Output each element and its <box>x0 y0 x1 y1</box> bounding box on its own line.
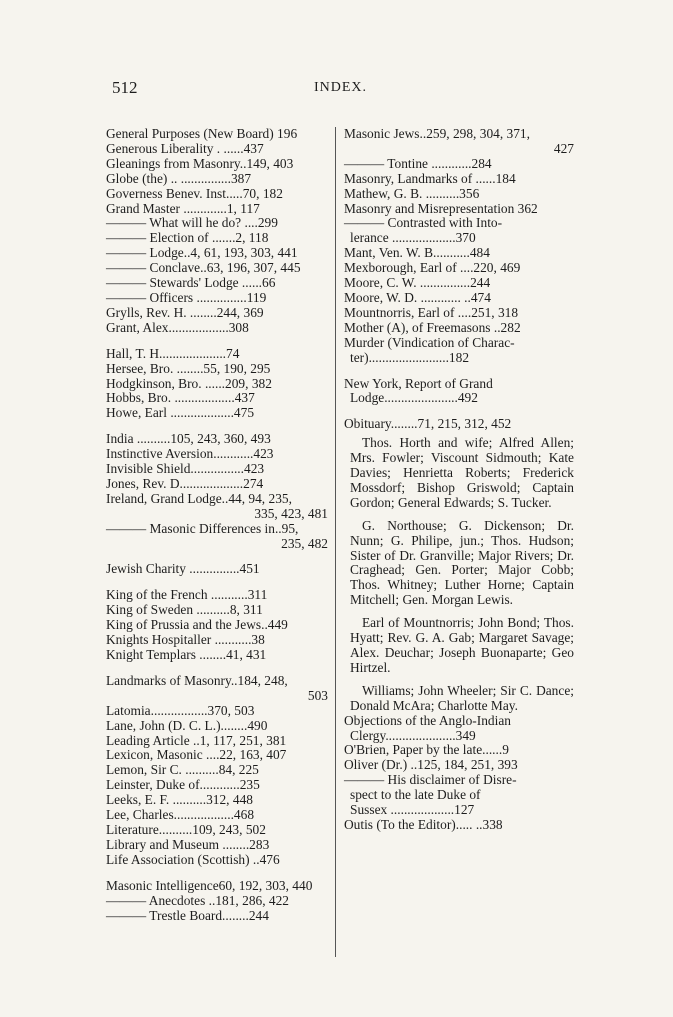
index-entry: Gleanings from Masonry..149, 403 <box>106 155 294 171</box>
index-entry: Grylls, Rev. H. ........244, 369 <box>106 304 264 320</box>
index-entry: Leading Article ..1, 117, 251, 381 <box>106 732 287 748</box>
index-subentry: ——— Anecdotes ..181, 286, 422 <box>106 892 289 908</box>
index-entry: Globe (the) .. ...............387 <box>106 170 252 186</box>
index-entry: India ..........105, 243, 360, 493 <box>106 431 271 447</box>
index-entry-continuation: 335, 423, 481 <box>254 505 328 521</box>
index-subentry: ——— Tontine ............284 <box>344 155 492 171</box>
index-entry: Masonic Intelligence60, 192, 303, 440 <box>106 877 313 893</box>
index-entry: Lexicon, Masonic ....22, 163, 407 <box>106 747 287 763</box>
index-entry: Governess Benev. Inst.....70, 182 <box>106 185 283 201</box>
index-column-right <box>344 127 574 833</box>
index-subentry: ——— Contrasted with Into- <box>344 215 503 231</box>
index-entry: Hobbs, Bro. ..................437 <box>106 390 255 406</box>
index-entry-continuation: lerance ...................370 <box>350 230 476 246</box>
index-entry: Knights Hospitaller ...........38 <box>106 632 265 648</box>
obituary-names: Thos. Horth and wife; Alfred Allen; Mrs. Fowler; Viscount Sidmouth; Kate Davies; Henrietta Roberts; Frederick Mossdorf; Bishop Griswold; Captain Gordon; General Edwards; S. Tucker. <box>350 435 574 510</box>
index-entry: Grant, Alex..................308 <box>106 319 249 335</box>
index-entry: King of the French ...........311 <box>106 587 268 603</box>
index-entry: Grand Master .............1, 117 <box>106 200 260 216</box>
index-entry: Ireland, Grand Lodge..44, 94, 235, <box>106 490 292 506</box>
index-entry-continuation: 503 <box>307 687 328 703</box>
index-subentry: ——— His disclaimer of Disre- <box>344 772 517 788</box>
index-entry: Jewish Charity ...............451 <box>106 561 260 577</box>
index-entry: Hodgkinson, Bro. ......209, 382 <box>106 375 272 391</box>
index-entry-continuation: spect to the late Duke of <box>350 787 481 803</box>
index-entry: Jones, Rev. D...................274 <box>106 475 264 491</box>
index-entry: Mant, Ven. W. B...........484 <box>344 245 490 261</box>
index-subentry: ——— Election of .......2, 118 <box>106 230 269 246</box>
index-subentry: ——— Masonic Differences in..95, <box>106 520 299 536</box>
page-number: 512 <box>112 78 138 97</box>
index-entry: Instinctive Aversion............423 <box>106 446 274 462</box>
index-subentry: ——— Stewards' Lodge ......66 <box>106 275 276 291</box>
index-entry-continuation: 235, 482 <box>281 535 328 551</box>
index-subentry: ——— What will he do? ....299 <box>106 215 278 231</box>
index-entry: Mountnorris, Earl of ....251, 318 <box>344 304 519 320</box>
index-entry: King of Prussia and the Jews..449 <box>106 617 288 633</box>
index-entry: Generous Liberality . ......437 <box>106 140 264 156</box>
index-entry: Life Association (Scottish) ..476 <box>106 851 280 867</box>
index-entry: Outis (To the Editor)..... ..338 <box>344 816 503 832</box>
index-entry-continuation: Clergy.....................349 <box>350 727 476 743</box>
obituary-names: Earl of Mountnorris; John Bond; Thos. Hyatt; Rev. G. A. Gab; Margaret Savage; Alex. Deuchar; Joseph Buonaparte; Geo Hirtzel. <box>350 615 574 675</box>
index-entry: Objections of the Anglo-Indian <box>344 712 511 728</box>
index-entry: Murder (Vindication of Charac- <box>344 334 515 350</box>
column-rule <box>335 127 336 957</box>
obituary-names: G. Northouse; G. Dickenson; Dr. Nunn; G. Philipe, jun.; Thos. Hudson; Sister of Dr. Granville; Major Rivers; Dr. Craghead; Gen. Porter; Major Cobb; Thos. Whitney; Luther Horne; Captain Mitchell; Gen. Morgan Lewis. <box>350 517 574 608</box>
index-entry: Latomia.................370, 503 <box>106 702 255 718</box>
index-entry: Oliver (Dr.) ..125, 184, 251, 393 <box>344 757 518 773</box>
index-subentry: ——— Officers ...............119 <box>106 289 267 305</box>
index-entry: Moore, C. W. ...............244 <box>344 275 491 291</box>
index-entry: Lane, John (D. C. L.)........490 <box>106 717 268 733</box>
index-entry: General Purposes (New Board) 196 <box>106 126 298 141</box>
index-entry: Hersee, Bro. ........55, 190, 295 <box>106 360 271 376</box>
index-entry: Library and Museum ........283 <box>106 836 270 852</box>
index-entry: Lemon, Sir C. ..........84, 225 <box>106 762 259 778</box>
index-entry: Mathew, G. B. ..........356 <box>344 185 480 201</box>
index-entry: Hall, T. H....................74 <box>106 345 240 361</box>
index-entry-continuation: ter)........................182 <box>350 349 470 365</box>
index-entry-continuation: Lodge......................492 <box>350 390 478 406</box>
index-entry: Mother (A), of Freemasons ..282 <box>344 319 521 335</box>
index-entry: Leeks, E. F. ..........312, 448 <box>106 792 253 808</box>
index-entry: King of Sweden ..........8, 311 <box>106 602 263 618</box>
index-entry: Howe, Earl ...................475 <box>106 405 255 421</box>
index-entry-continuation: Sussex ...................127 <box>350 802 475 818</box>
index-entry: New York, Report of Grand <box>344 375 493 391</box>
index-entry: Knight Templars ........41, 431 <box>106 647 267 662</box>
index-entry: Landmarks of Masonry..184, 248, <box>106 672 288 688</box>
index-entry: Moore, W. D. ............ ..474 <box>344 289 491 305</box>
index-subentry: ——— Lodge..4, 61, 193, 303, 441 <box>106 245 298 261</box>
index-entry: Obituary........71, 215, 312, 452 <box>344 416 512 432</box>
index-entry: Lee, Charles..................468 <box>106 807 255 823</box>
index-subentry: ——— Trestle Board........244 <box>106 907 269 923</box>
index-entry: Masonry and Misrepresentation 362 <box>344 200 538 216</box>
index-entry-continuation: 427 <box>553 140 574 156</box>
index-entry: Literature..........109, 243, 502 <box>106 821 266 837</box>
index-entry: Leinster, Duke of............235 <box>106 777 260 793</box>
obituary-names: Williams; John Wheeler; Sir C. Dance; Donald McAra; Charlotte May. <box>350 682 574 713</box>
index-subentry: ——— Conclave..63, 196, 307, 445 <box>106 260 301 276</box>
index-entry: Invisible Shield................423 <box>106 461 265 477</box>
index-column-left <box>106 127 328 923</box>
index-entry: O'Brien, Paper by the late......9 <box>344 742 509 758</box>
index-entry: Mexborough, Earl of ....220, 469 <box>344 260 521 276</box>
running-head: INDEX. <box>314 80 368 95</box>
index-entry: Masonic Jews..259, 298, 304, 371, <box>344 126 530 141</box>
index-entry: Masonry, Landmarks of ......184 <box>344 170 516 186</box>
